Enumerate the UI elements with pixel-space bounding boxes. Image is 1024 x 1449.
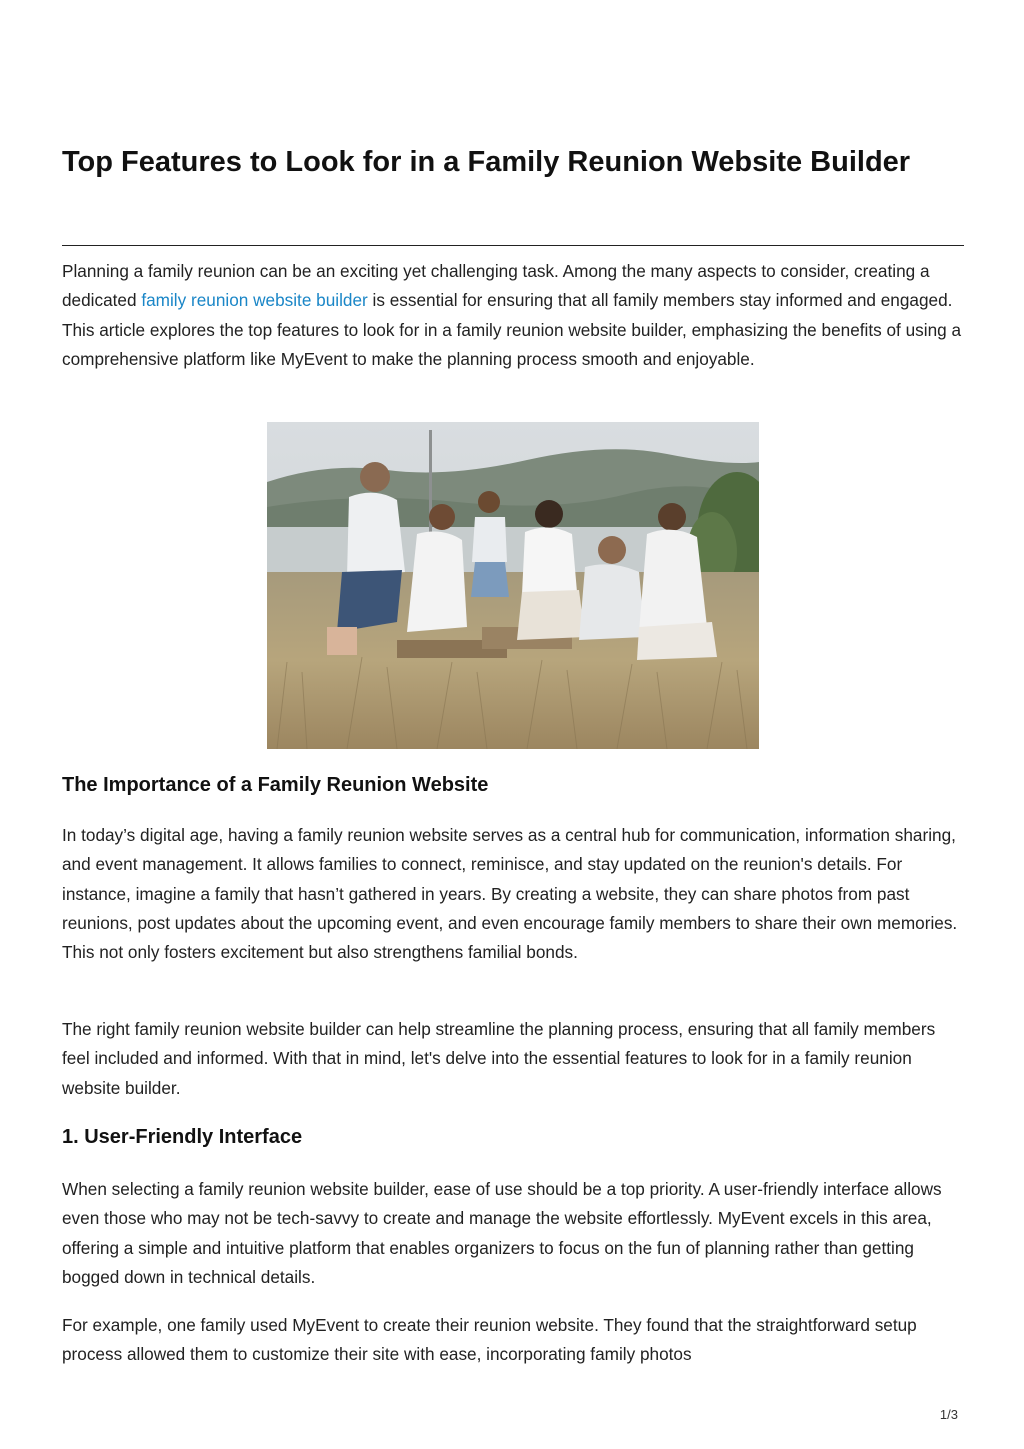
section-heading-user-friendly: 1. User-Friendly Interface [62,1126,303,1148]
page-number: 1/3 [939,1407,958,1422]
importance-paragraph-1: In today’s digital age, having a family reunion website serves as a central hub for communication, information sharing, and event management. It allows families to connect, reminisce, and stay updated on the reunion's details. For instance, imagine a family that hasn’t gathered in years. By creating a website, they can share photos from past reunions, post updates about the upcoming event, and even encourage family members to share their own memories. This not only fosters excitement but also strengthens familial bonds. [62,825,958,963]
intro-text-after-link: is essential for ensuring that all family members stay informed and engaged. This article explores the top features to look for in a family reunion website builder, emphasizing the benefits of using a comprehensive platform like MyEvent to make the planning process smooth and enjoyable. [62,290,962,369]
section-heading-importance: The Importance of a Family Reunion Website [62,774,489,796]
family-reunion-website-builder-link[interactable]: family reunion website builder [141,290,368,311]
importance-paragraph-2: The right family reunion website builder can help streamline the planning process, ensuring that all family members feel included and informed. With that in mind, let's delve into the essential features to look for in a family reunion website builder. [62,1019,936,1098]
article-title: Top Features to Look for in a Family Reunion Website Builder [62,146,911,178]
user-friendly-paragraph-1: When selecting a family reunion website builder, ease of use should be a top priority. A user-friendly interface allows even those who may not be tech-savvy to create and manage the website effortlessly. MyEvent excels in this area, offering a simple and intuitive platform that enables organizers to focus on the fun of planning rather than getting bogged down in technical details. [62,1179,942,1287]
title-divider [62,245,964,246]
family-picnic-photo [267,422,759,749]
user-friendly-paragraph-2: For example, one family used MyEvent to create their reunion website. They found that the straightforward setup process allowed them to customize their site with ease, incorporating family photos [62,1315,917,1365]
intro-text-before-link: Planning a family reunion can be an exciting yet challenging task. Among the many aspects to consider, creating a dedicated [62,261,930,311]
intro-paragraph [62,257,964,374]
